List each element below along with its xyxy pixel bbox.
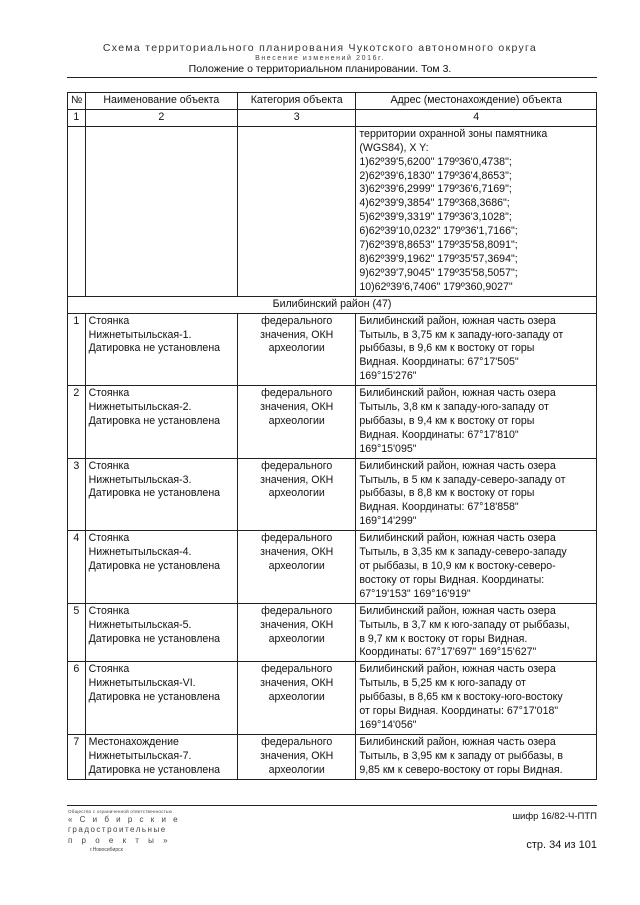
- table-row: [68, 313, 597, 386]
- col-header-number: №: [68, 93, 86, 110]
- text-line: Местонахождение: [88, 735, 179, 748]
- text-line: 1)62º39'5,6200" 179º36'0,4738";: [359, 155, 512, 168]
- text-line: Стоянка: [88, 532, 130, 545]
- col-header-address: Адрес (местонахождение) объекта: [356, 93, 597, 110]
- object-name: [85, 313, 237, 386]
- text-line: Тытыль, в 3,7 км к юго-западу от рыббазы,: [359, 618, 570, 631]
- text-line: археологии: [268, 632, 325, 645]
- table-row: [68, 603, 597, 662]
- text-line: значения, ОКН: [260, 618, 334, 631]
- text-line: 3)62º39'6,2999" 179º36'6,7169";: [359, 183, 512, 196]
- logo-line: Общество с ограниченной ответственностью: [68, 809, 173, 814]
- text-line: Билибинский район, южная часть озера: [359, 604, 556, 617]
- text-line: рыббазы, в 9,4 км к востоку от горы: [359, 414, 535, 427]
- text-line: 5: [73, 604, 80, 617]
- text-line: Тытыль, в 3,35 км к западу-северо-западу: [359, 546, 567, 559]
- text-line: Нижнетытыльская-3.: [88, 473, 192, 486]
- text-line: Стоянка: [88, 459, 130, 472]
- text-line: федерального: [261, 663, 333, 676]
- text-line: Датировка не установлена: [88, 763, 221, 776]
- text-line: Тытыль, в 5,25 км к юго-западу от: [359, 677, 526, 690]
- page-number: стр. 34 из 101: [526, 839, 597, 851]
- text-line: Стоянка: [88, 314, 130, 327]
- row-number: [68, 313, 86, 386]
- objects-table: [67, 92, 597, 780]
- text-line: Датировка не установлена: [88, 691, 221, 704]
- text-line: Видная. Координаты: 67°17'505": [359, 356, 519, 369]
- text-line: значения, ОКН: [260, 546, 334, 559]
- text-line: 2: [73, 387, 80, 400]
- text-line: востоку от горы Видная. Координаты:: [359, 573, 545, 586]
- text-line: от рыббазы, в 10,9 км к востоку-северо-: [359, 560, 556, 572]
- text-line: Нижнетытыльская-5.: [88, 618, 192, 631]
- text-line: 6: [73, 663, 80, 676]
- object-name: [85, 531, 237, 604]
- text-line: археологии: [268, 560, 325, 572]
- text-line: территории охранной зоны памятника: [359, 127, 548, 140]
- logo-line: г.Новосибирск: [90, 847, 123, 853]
- text-line: Тытыль, в 3,75 км к западу-юго-западу от: [359, 328, 564, 341]
- text-line: значения, ОКН: [260, 328, 334, 341]
- text-line: археологии: [268, 763, 325, 776]
- document-title: Схема территориального планирования Чукотского автономного округа: [102, 42, 538, 54]
- text-line: 4: [73, 532, 80, 545]
- table-row: [68, 734, 597, 779]
- text-line: археологии: [268, 414, 325, 427]
- document-subtitle: Внесение изменений 2016г.: [255, 55, 385, 62]
- text-line: 169°15'276": [359, 370, 417, 383]
- header-divider: [67, 77, 597, 78]
- text-line: федерального: [261, 459, 333, 472]
- text-line: 5)62º39'9,3319" 179º36'3,1028";: [359, 211, 512, 224]
- document-cipher: шифр 16/82-Ч-ПТП: [512, 811, 597, 822]
- text-line: Видная. Координаты: 67°17'810": [359, 428, 519, 441]
- text-line: значения, ОКН: [260, 677, 334, 690]
- text-line: Датировка не установлена: [88, 342, 221, 355]
- row-number: [68, 458, 86, 531]
- text-line: Билибинский район, южная часть озера: [359, 314, 556, 327]
- table-body: [68, 313, 597, 779]
- text-line: Нижнетытыльская-7.: [88, 749, 192, 762]
- text-line: Координаты: 67°17'697" 169°15'627": [359, 646, 537, 659]
- text-line: 7: [73, 735, 80, 748]
- text-line: Стоянка: [88, 663, 130, 676]
- text-line: археологии: [268, 487, 325, 500]
- text-line: рыббазы, в 8,8 км к востоку от горы: [359, 487, 535, 500]
- object-category: [238, 603, 356, 662]
- text-line: Стоянка: [88, 387, 130, 400]
- section-title: Билибинский район (47): [68, 296, 597, 313]
- object-category: [238, 662, 356, 735]
- object-category: [238, 734, 356, 779]
- object-name: [85, 734, 237, 779]
- text-line: Билибинский район, южная часть озера: [359, 663, 556, 676]
- table-row: [68, 386, 597, 459]
- text-line: Билибинский район, южная часть озера: [359, 459, 556, 472]
- logo-line: градостроительные: [68, 825, 167, 834]
- text-line: 169°15'095": [359, 442, 417, 455]
- text-line: археологии: [268, 691, 325, 704]
- object-address: [356, 458, 597, 531]
- object-address: [356, 662, 597, 735]
- object-name: [85, 386, 237, 459]
- text-line: 67°19'153" 169°16'919": [359, 587, 471, 600]
- row-number: [68, 603, 86, 662]
- continuation-row: [68, 126, 597, 296]
- text-line: 4)62º39'9,3854" 179º368,3686";: [359, 197, 510, 210]
- text-line: 8)62º39'9,1962" 179º35'57,3694";: [359, 252, 518, 265]
- text-line: в 9,7 км к востоку от горы Видная.: [359, 632, 528, 645]
- text-line: Датировка не установлена: [88, 560, 221, 572]
- text-line: Тытыль, 3,8 км к западу-юго-западу от: [359, 401, 549, 414]
- text-line: 6)62º39'10,0232" 179º36'1,7166";: [359, 225, 518, 238]
- table-row: [68, 531, 597, 604]
- row-number: [68, 734, 86, 779]
- text-line: Нижнетытыльская-1.: [88, 328, 192, 341]
- text-line: Датировка не установлена: [88, 414, 221, 427]
- col-number: 1: [68, 109, 86, 126]
- col-number: 2: [85, 109, 237, 126]
- table-row: [68, 458, 597, 531]
- column-numbers-row: [68, 109, 597, 126]
- text-line: Стоянка: [88, 604, 130, 617]
- object-address: [356, 386, 597, 459]
- text-line: 169°14'299": [359, 515, 417, 528]
- table-header-row: [68, 93, 597, 110]
- object-address: [356, 734, 597, 779]
- object-address: [356, 603, 597, 662]
- volume-title: Положение о территориальном планировании. Том 3.: [188, 63, 452, 75]
- company-logo: [68, 809, 218, 854]
- object-name: [85, 662, 237, 735]
- text-line: Датировка не установлена: [88, 487, 221, 500]
- row-number: [68, 386, 86, 459]
- text-line: от горы Видная. Координаты: 67°17'018": [359, 705, 559, 718]
- object-name: [85, 603, 237, 662]
- col-number: 3: [238, 109, 356, 126]
- object-address: [356, 531, 597, 604]
- text-line: рыббазы, в 9,6 км к востоку от горы: [359, 342, 535, 355]
- continuation-address: [356, 126, 597, 296]
- text-line: 169°14'056": [359, 718, 417, 731]
- text-line: Билибинский район, южная часть озера: [359, 387, 556, 400]
- footer-divider: [67, 805, 597, 806]
- text-line: Видная. Координаты: 67°18'858": [359, 501, 519, 514]
- text-line: 10)62º39'6,7406" 179º360,9027": [359, 280, 513, 293]
- text-line: федерального: [261, 604, 333, 617]
- text-line: Нижнетытыльская-VI.: [88, 677, 196, 690]
- text-line: 3: [73, 459, 80, 472]
- object-category: [238, 531, 356, 604]
- col-number: 4: [356, 109, 597, 126]
- text-line: Тытыль, в 5 км к западу-северо-западу от: [359, 473, 566, 486]
- text-line: федерального: [261, 532, 333, 545]
- row-number: [68, 531, 86, 604]
- text-line: (WGS84), X Y:: [359, 141, 429, 154]
- logo-line: « С и б и р с к и е: [68, 815, 181, 824]
- object-category: [238, 313, 356, 386]
- text-line: Нижнетытыльская-4.: [88, 546, 192, 559]
- text-line: 9)62º39'7,9045" 179º35'58,5057";: [359, 266, 518, 279]
- text-line: значения, ОКН: [260, 473, 334, 486]
- col-header-name: Наименование объекта: [85, 93, 237, 110]
- row-number: [68, 662, 86, 735]
- text-line: археологии: [268, 342, 325, 355]
- text-line: Тытыль, в 3,95 км к западу от рыббазы, в: [359, 749, 563, 762]
- text-line: Билибинский район, южная часть озера: [359, 532, 556, 545]
- object-name: [85, 458, 237, 531]
- object-category: [238, 386, 356, 459]
- text-line: федерального: [261, 735, 333, 748]
- text-line: Билибинский район, южная часть озера: [359, 735, 556, 748]
- text-line: Датировка не установлена: [88, 632, 221, 645]
- text-line: Нижнетытыльская-2.: [88, 401, 192, 414]
- col-header-category: Категория объекта: [238, 93, 356, 110]
- section-row: [68, 296, 597, 313]
- object-address: [356, 313, 597, 386]
- text-line: рыббазы, в 8,65 км к востоку-юго-востоку: [359, 691, 563, 704]
- text-line: значения, ОКН: [260, 749, 334, 762]
- object-category: [238, 458, 356, 531]
- text-line: федерального: [261, 314, 333, 327]
- text-line: 1: [73, 314, 80, 327]
- table-row: [68, 662, 597, 735]
- text-line: значения, ОКН: [260, 401, 334, 414]
- text-line: федерального: [261, 387, 333, 400]
- logo-line: п р о е к т ы »: [68, 836, 172, 845]
- text-line: 7)62º39'8,8653" 179º35'58,8091";: [359, 239, 518, 252]
- text-line: 9,85 км к северо-востоку от горы Видная.: [359, 763, 563, 776]
- text-line: 2)62º39'6,1830" 179º36'4,8653";: [359, 169, 512, 182]
